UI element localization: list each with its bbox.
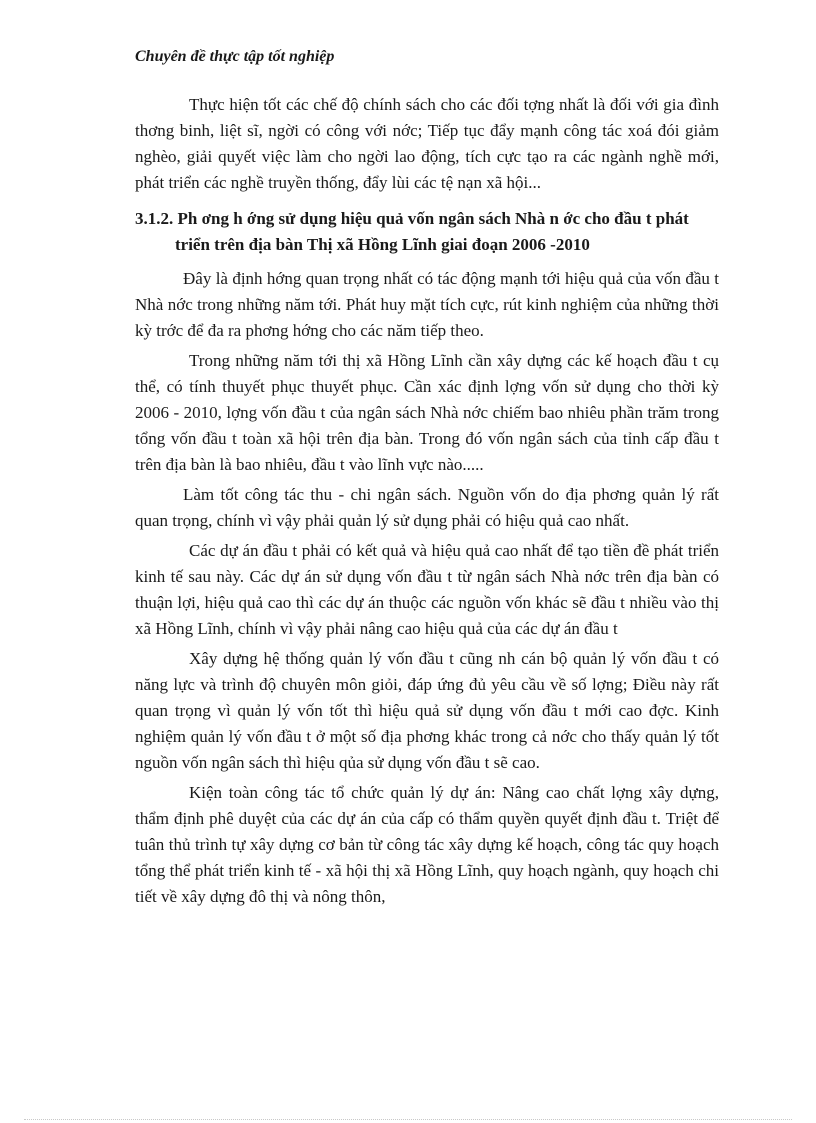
- paragraph-4: Các dự án đầu t phải có kết quả và hiệu quả cao nhất để tạo tiền đề phát triển kinh tế sau này. Các dự án sử dụng vốn đầu t từ ngân sách Nhà nớc trên địa bàn có thuận lợi, hiệu quả cao thì các dự án thuộc các nguồn vốn khác sẽ đầu t nhiều vào thị xã Hồng Lĩnh, chính vì vậy phải nâng cao hiệu quả của các dự án đầu t: [135, 541, 719, 638]
- document-body: [135, 92, 719, 910]
- page-bottom-dotted-rule: [24, 1119, 792, 1120]
- paragraph-5: Xây dựng hệ thống quản lý vốn đầu t cũng nh cán bộ quản lý vốn đầu t có năng lực và trình độ chuyên môn giỏi, đáp ứng đủ yêu cầu về số lợng; Điều này rất quan trọng vì quản lý vốn tốt thì hiệu quả sử dụng vốn đầu t mới cao đợc. Kinh nghiệm quản lý vốn đầu t ở một số địa phơng khác trong cả nớc cho thấy quản lý tốt nguồn vốn ngân sách thì hiệu qủa sử dụng vốn đầu t sẽ cao.: [135, 649, 719, 772]
- paragraph-2: Trong những năm tới thị xã Hồng Lĩnh cần xây dựng các kế hoạch đầu t cụ thể, có tính thuyết phục thuyết phục. Cần xác định lợng vốn sử dụng cho thời kỳ 2006 - 2010, lợng vốn đầu t của ngân sách Nhà nớc chiếm bao nhiêu phần trăm trong tổng vốn đầu t toàn xã hội trên địa bàn. Trong đó vốn ngân sách của tỉnh cấp đầu t trên địa bàn là bao nhiêu, đầu t vào lĩnh vực nào.....: [135, 351, 719, 474]
- paragraph-intro: Thực hiện tốt các chế độ chính sách cho các đối tợng nhất là đối với gia đình thơng binh, liệt sĩ, ngời có công với nớc; Tiếp tục đẩy mạnh công tác xoá đói giảm nghèo, giải quyết việc làm cho ngời lao động, tích cực tạo ra các ngành nghề mới, phát triển các nghề truyền thống, đẩy lùi các tệ nạn xã hội...: [135, 95, 719, 192]
- page-header-title: Chuyên đề thực tập tốt nghiệp: [135, 48, 335, 65]
- paragraph-1: Đây là định hớng quan trọng nhất có tác động mạnh tới hiệu quả của vốn đầu t Nhà nớc trong những năm tới. Phát huy mặt tích cực, rút kinh nghiệm của những thời kỳ trớc để đa ra phơng hớng cho các năm tiếp theo.: [135, 269, 719, 340]
- section-heading: 3.1.2. Ph ơng h ớng sử dụng hiệu quả vốn ngân sách Nhà n ớc cho đầu t phát triển trên địa bàn Thị xã Hồng Lĩnh giai đoạn 2006 -2010: [135, 209, 689, 254]
- paragraph-3: Làm tốt công tác thu - chi ngân sách. Nguồn vốn do địa phơng quản lý rất quan trọng, chính vì vậy phải quản lý sử dụng phải có hiệu quả cao nhất.: [135, 485, 719, 530]
- paragraph-6: Kiện toàn công tác tổ chức quản lý dự án: Nâng cao chất lợng xây dựng, thẩm định phê duyệt của các dự án của cấp có thẩm quyền quyết định đầu t. Triệt để tuân thủ trình tự xây dựng cơ bản từ công tác xây dựng kế hoạch, công tác quy hoạch tổng thể phát triển kinh tế - xã hội thị xã Hồng Lĩnh, quy hoạch ngành, quy hoạch chi tiết về xây dựng đô thị và nông thôn,: [135, 783, 719, 906]
